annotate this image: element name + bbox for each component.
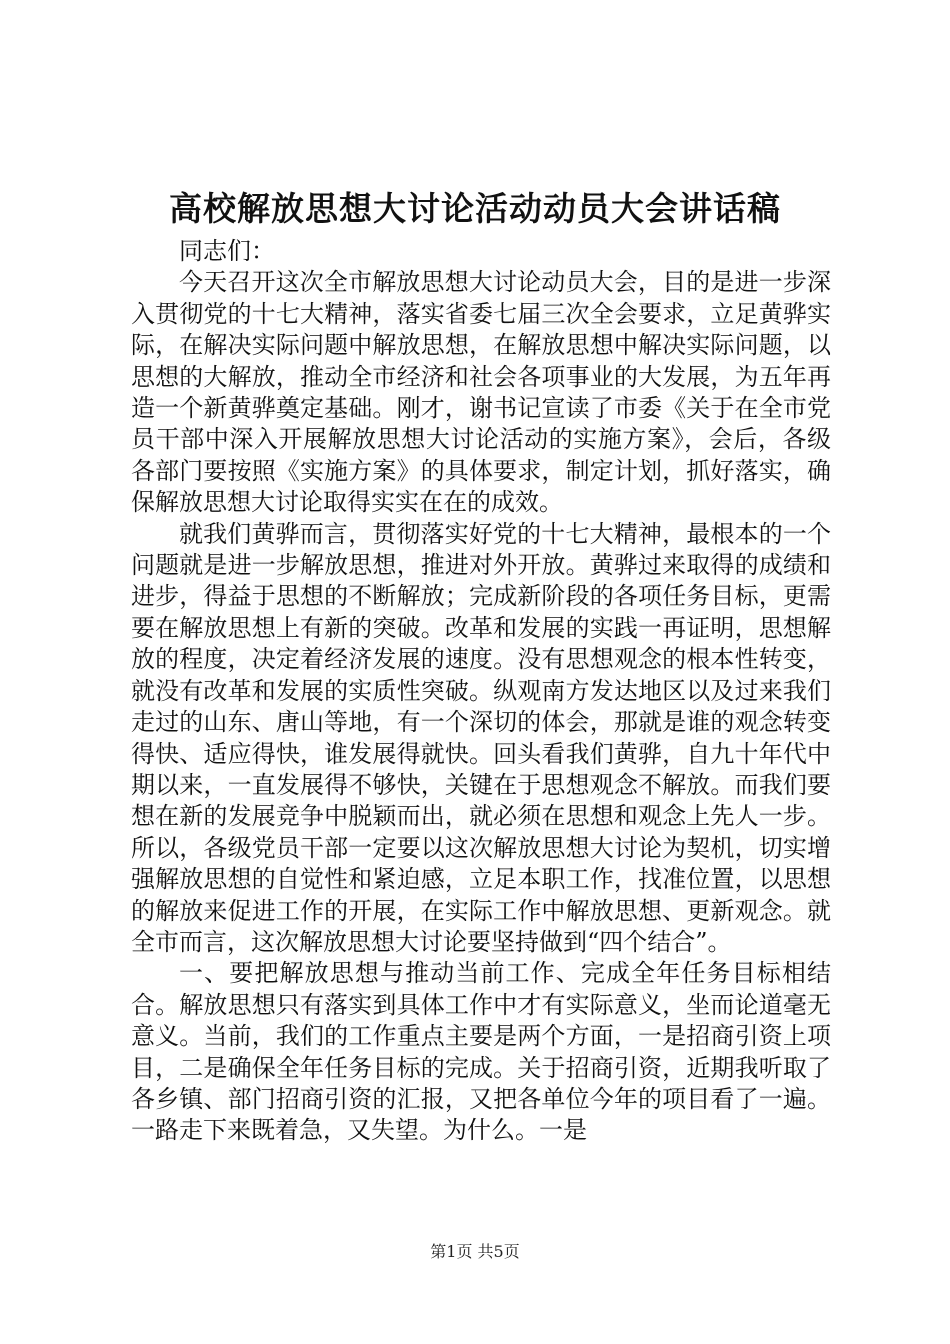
page-footer: 第1页 共5页 bbox=[430, 1242, 520, 1261]
salutation: 同志们： bbox=[179, 237, 275, 265]
document-title: 高校解放思想大讨论活动动员大会讲话稿 bbox=[169, 189, 781, 228]
paragraph-2: 就我们黄骅而言，贯彻落实好党的十七大精神，最根本的一个问题就是进一步解放思想，推进对外开放。黄骅过来取得的成绩和进步，得益于思想的不断解放；完成新阶段的各项任务目标，更需要在解放思想上有新的突破。改革和发展的实践一再证明，思想解放的程度，决定着经济发展的速度。没有思想观念的根本性转变，就没有改革和发展的实质性突破。纵观南方发达地区以及过来我们走过的山东、唐山等地，有一个深切的体会，那就是谁的观念转变得快、适应得快，谁发展得就快。回头看我们黄骅，自九十年代中期以来，一直发展得不够快，关键在于思想观念不解放。而我们要想在新的发展竞争中脱颖而出，就必须在思想和观念上先人一步。所以，各级党员干部一定要以这次解放思想大讨论为契机，切实增强解放思想的自觉性和紧迫感，立足本职工作，找准位置，以思想的解放来促进工作的开展，在实际工作中解放思想、更新观念。就全市而言，这次解放思想大讨论要坚持做到“四个结合”。 bbox=[131, 519, 831, 956]
document-body bbox=[131, 236, 831, 1147]
paragraph-1: 今天召开这次全市解放思想大讨论动员大会，目的是进一步深入贯彻党的十七大精神，落实省委七届三次全会要求，立足黄骅实际，在解决实际问题中解放思想，在解放思想中解决实际问题，以思想的大解放，推动全市经济和社会各项事业的大发展，为五年再造一个新黄骅奠定基础。刚才，谢书记宣读了市委《关于在全市党员干部中深入开展解放思想大讨论活动的实施方案》，会后，各级各部门要按照《实施方案》的具体要求，制定计划，抓好落实，确保解放思想大讨论取得实实在在的成效。 bbox=[131, 268, 831, 517]
paragraph-3: 一、要把解放思想与推动当前工作、完成全年任务目标相结合。解放思想只有落实到具体工作中才有实际意义，坐而论道毫无意义。当前，我们的工作重点主要是两个方面，一是招商引资上项目，二是确保全年任务目标的完成。关于招商引资，近期我听取了各乡镇、部门招商引资的汇报，又把各单位今年的项目看了一遍。一路走下来既着急，又失望。为什么。一是 bbox=[131, 959, 831, 1145]
